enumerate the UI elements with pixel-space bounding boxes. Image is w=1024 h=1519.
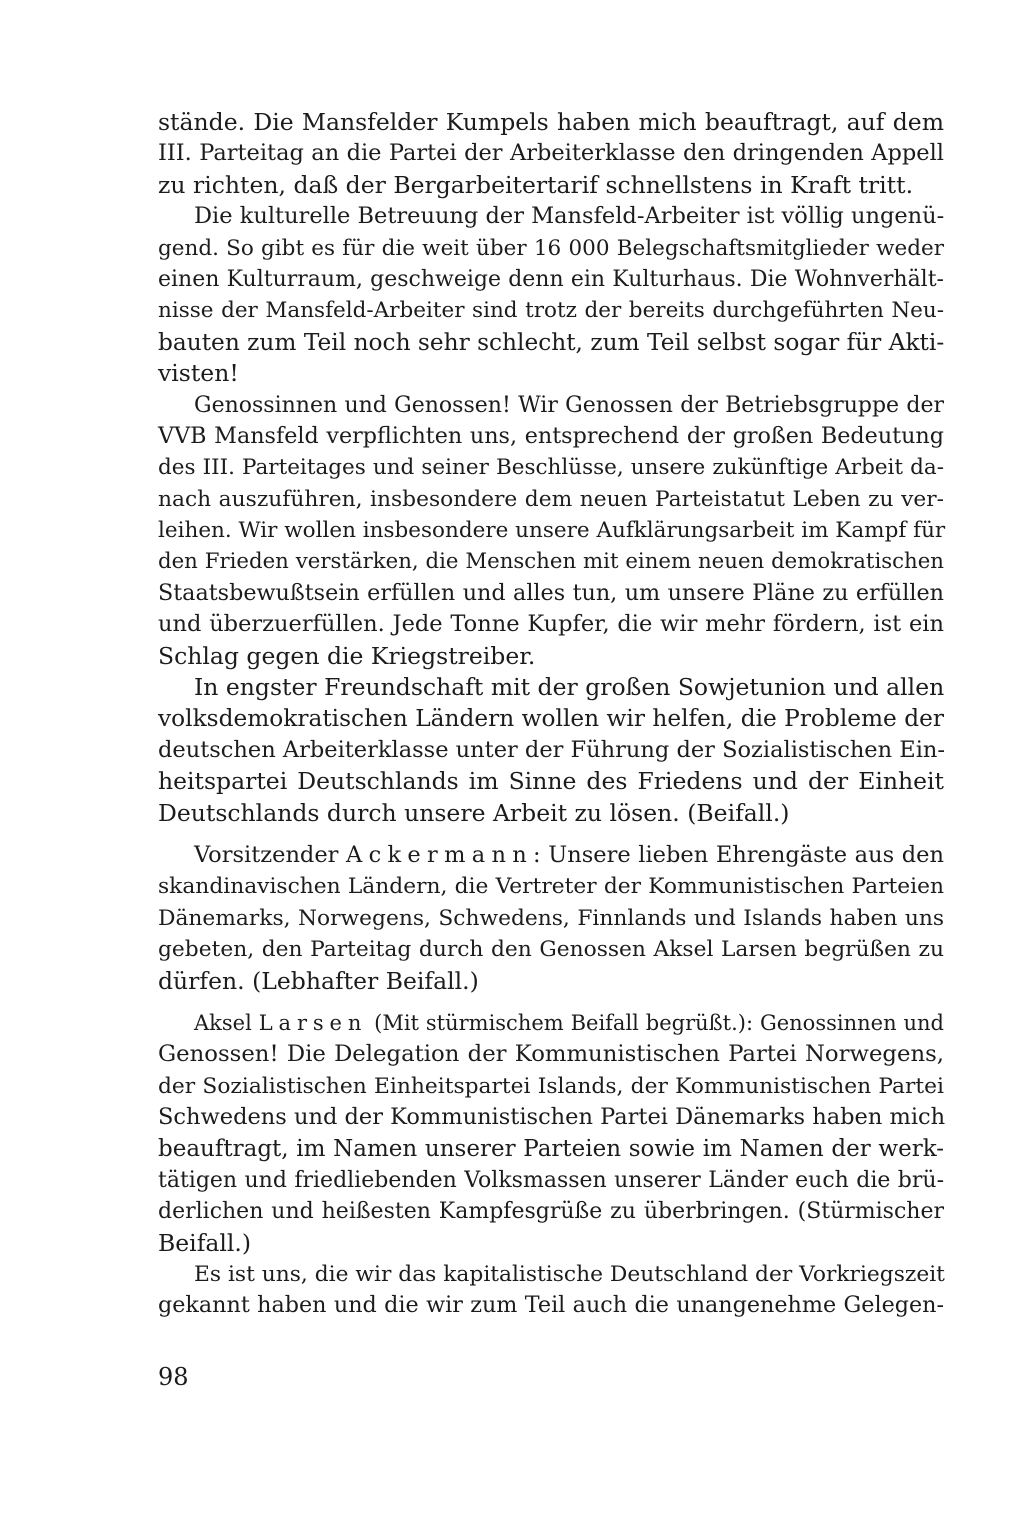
text-line: Schwedens und der Kommunistischen Partei Dänemarks haben mich [158, 1104, 946, 1131]
text-line: Beifall.) [158, 1228, 252, 1257]
paragraph [158, 107, 944, 201]
text-line: Genossen! Die Delegation der Kommunistischen Partei Norwegens, [158, 1041, 944, 1068]
text-line: Genossinnen und Genossen! Wir Genossen der Betriebsgruppe der [194, 392, 944, 418]
speech-first-line [158, 1008, 944, 1039]
speaker-prefix: Vorsitzender [194, 841, 347, 868]
text-line: zu richten, daß der Bergarbeitertarif schnellstens in Kraft tritt. [158, 170, 914, 199]
text-line: visten! [158, 359, 239, 388]
text-line: nisse der Mansfeld-Arbeiter sind trotz der bereits durchgeführten Neu- [158, 298, 944, 324]
text-line: skandinavischen Ländern, die Vertreter der Kommunistischen Parteien [158, 874, 944, 900]
text-line: dürfen. (Lebhafter Beifall.) [158, 966, 479, 995]
text-line: gend. So gibt es für die weit über 16 000 Belegschaftsmitglieder weder [158, 235, 944, 261]
text-line: der Sozialistischen Einheitspartei Islands, der Kommunistischen Partei [158, 1073, 944, 1099]
speaker-name: Ackermann [346, 841, 534, 868]
text-line: deutschen Arbeiterklasse unter der Führung der Sozialistischen Ein- [158, 736, 945, 763]
paragraph [158, 672, 944, 829]
text-line: und überzuerfüllen. Jede Tonne Kupfer, die wir mehr fördern, ist ein [158, 611, 944, 638]
text-line: beauftragt, im Namen unserer Parteien sowie im Namen der werk- [158, 1135, 944, 1162]
text-line: Deutschlands durch unsere Arbeit zu lösen. (Beifall.) [158, 798, 790, 827]
speech-first-line [158, 840, 944, 871]
speaker-prefix: Aksel [194, 1010, 259, 1035]
text-line: tätigen und friedliebenden Volksmassen unserer Länder euch die brü- [158, 1167, 944, 1193]
paragraph [158, 201, 944, 389]
text-line: volksdemokratischen Ländern wollen wir helfen, die Probleme der [158, 705, 944, 733]
text-line: heitspartei Deutschlands im Sinne des Friedens und der Einheit [158, 767, 944, 796]
text-line: derlichen und heißesten Kampfesgrüße zu überbringen. (Stürmischer [158, 1199, 944, 1225]
paragraph-gap [158, 997, 944, 1008]
text-line: III. Parteitag an die Partei der Arbeiterklasse den dringenden Appell [158, 140, 944, 167]
page-number: 98 [158, 1363, 189, 1391]
text-line: den Frieden verstärken, die Menschen mit einem neuen demokratischen [158, 549, 944, 575]
text-line: Dänemarks, Norwegens, Schwedens, Finnlands und Islands haben uns [158, 905, 944, 931]
text-line: Es ist uns, die wir das kapitalistische Deutschland der Vorkriegszeit [194, 1262, 945, 1288]
speech-first-line-text: : Unsere lieben Ehrengäste aus den [533, 841, 944, 868]
text-line: VVB Mansfeld verpflichten uns, entsprechend der großen Bedeutung [158, 422, 944, 449]
text-line: In engster Freundschaft mit der großen Sowjetunion und allen [194, 673, 945, 702]
text-line: bauten zum Teil noch sehr schlecht, zum Teil selbst sogar für Akti- [158, 328, 945, 356]
text-line: gebeten, den Parteitag durch den Genossen Aksel Larsen begrüßen zu [158, 937, 944, 963]
text-line: stände. Die Mansfelder Kumpels haben mich beauftragt, auf dem [158, 108, 944, 136]
text-line: des III. Parteitages und seiner Beschlüsse, unsere zukünftige Arbeit da- [158, 455, 944, 481]
text-line: einen Kulturraum, geschweige denn ein Kulturhaus. Die Wohnverhält- [158, 266, 944, 292]
text-line: nach auszuführen, insbesondere dem neuen Parteistatut Leben zu ver- [158, 486, 944, 512]
speaker-name: Larsen [258, 1010, 368, 1035]
text-line: leihen. Wir wollen insbesondere unsere Aufklärungsarbeit im Kampf für [158, 518, 946, 544]
paragraph [158, 1259, 944, 1322]
paragraph [158, 390, 944, 673]
paragraph-gap [158, 829, 944, 840]
page-body [158, 107, 944, 1322]
speech-ackermann [158, 840, 944, 997]
text-line: gekannt haben und die wir zum Teil auch die unangenehme Gelegen- [158, 1292, 944, 1319]
text-line: Schlag gegen die Kriegstreiber. [158, 641, 536, 670]
speech-first-line-text: (Mit stürmischem Beifall begrüßt.): Genossinnen und [367, 1010, 944, 1035]
speech-larsen [158, 1008, 944, 1259]
text-line: Die kulturelle Betreuung der Mansfeld-Arbeiter ist völlig ungenü- [194, 203, 945, 230]
text-line: Staatsbewußtsein erfüllen und alles tun, um unsere Pläne zu erfüllen [158, 579, 944, 606]
